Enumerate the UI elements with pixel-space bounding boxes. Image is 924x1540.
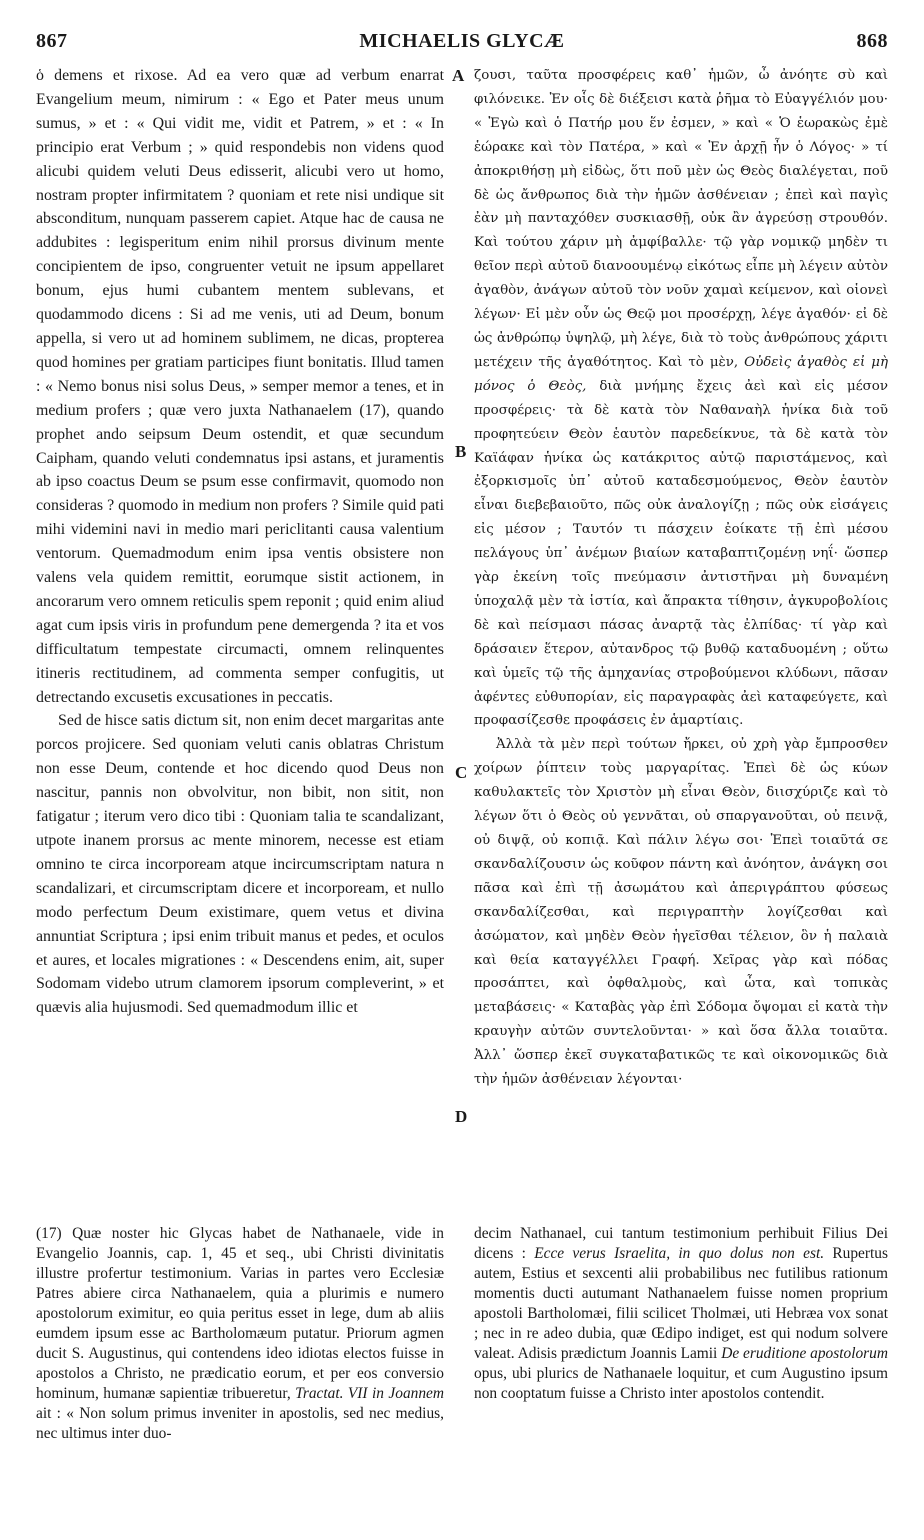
greek-italic-quote: Οὐδεὶς ἀγαθὸς εἰ μὴ μόνος ὁ Θεὸς, (474, 354, 888, 394)
note-italic-title: De eruditione apostolorum (721, 1345, 888, 1362)
latin-paragraph-1: ὁ demens et rixose. Ad ea vero quæ ad verbum enarrat Evangelium meum, nimirum : « Ego et Pater meus unum sumus, » et : « Qui vidit me, vidit et Patrem, » et : « In principio erat Verbum ; » quid respondebis non videns quod alicubi quidem veluti Deus edisserit, alicubi vero ut homo, nostram propter infirmitatem ? quoniam et rete nisi undique sit absconditum, nunquam passerem capiet. Atque hac de causa ne addubites : legisperitum enim nihil prorsus divinum mente concipientem de ipso, congruenter vetuit ne ipsum appellaret bonum, ejus humi cubantem mentem sublevans, et quodammodo dicens : Si ad me venis, uti ad Deum, bonum appella, si vero ut ad hominem sublimem, ne dicas, propterea quod homines per gratiam participes fiunt bonitatis. Illud tamen : « Nemo bonus nisi solus Deus, » semper memor a tenes, et in medium profers ; quæ vero juxta Nathanaelem (17), quando prophet ando seipsum Deum ostendit, et quæ secundum Caipham, quando veluti condemnatus ipsi astans, et juramentis ab ipso coactus Deum se psum esse confirmavit, quomodo non consideras ? quomodo in medium non profers ? Simile quid pati mihi videmini navi in medio mari periclitanti causa valentium ventorum. Quemadmodum enim ipsa ventis obsistere non valens vela quidem remittit, eorumque sistit actionem, in ancorarum vero omnem reticulis spem reponit ; quid enim aliud agat cum ipsis viris in profundum pene demergenda ? ita et vos difficultatum tempestate circumacti, omnem relinquentes itineris rectitudinem, ad commenta semper confugitis, ut detrectando excusetis excusationes in peccatis. (36, 67, 444, 706)
footnote-17 (36, 1224, 444, 1444)
page-header (0, 8, 924, 52)
greek-text-cont: διὰ μνήμης ἔχεις ἀεὶ καὶ εἰς μέσον προσφέρεις· τὰ δὲ κατὰ τὸν Ναθαναὴλ ἡνίκα διὰ τοῦ προφητεύειν Θεὸν ἑαυτὸν παρεδείκνυε, τὰ δὲ κατὰ τὸν Καϊάφαν ἡνίκα ὡς κατάκριτος αὐτῷ παριστάμενος, καὶ ἐξορκισμοῖς ὑπ᾽ αὐτοῦ καταδεσμούμενος, Θεὸν ἑαυτὸν εἶναι διεβεβαιοῦτο, πῶς οὐκ ἀναλογίζῃ ; πῶς οὐκ εἰσάγεις εἰς μέσον ; Ταυτόν τι πάσχειν ἐοίκατε τῇ ἐπὶ μέσου πελάγους ὑπ᾽ ἀνέμων βιαίων καταβαπτιζομένῃ νηΐ· ὥσπερ γὰρ ἐκείνη τοῖς πνεύμασιν ἀντιστῆναι μὴ δυναμένη ὑποχαλᾷ μὲν τὰ ἱστία, καὶ ἄπρακτα τίθησιν, ἀγκυροβολίοις δὲ καὶ πείσμασι πάσας ἀναρτᾷ τὰς ἐλπίδας· τί γὰρ καὶ δράσαιεν ἕτερον, αὐτανδρος τῷ βυθῷ καταδυομένη ; οὕτω καὶ ὑμεῖς τῷ τῆς ἀμηχανίας στροβούμενοι κλύδωνι, πᾶσαν ἀφέντες εὐθυπορίαν, εἰς παραγραφὰς ἀεὶ καταφεύγετε, καὶ προφασίζεσθε προφάσεις ἐν ἁμαρτίαις. (474, 378, 888, 729)
latin-paragraph-2: Sed de hisce satis dictum sit, non enim decet margaritas ante porcos projicere. Sed quoniam veluti canis oblatras Christum non esse Deum, contende et hoc dicendo quod Deus non nascitur, pannis non obvolvitur, non bibit, non sitit, non fatigatur ; iterum vero dico tibi : Quoniam talia te scandalizant, utpote inanem prorsus ac mente minorem, necesse est etiam omnino te circa incorpoream atque incircumscriptam natura n scandalizari, et circumscriptam dicere et incorpoream, et nullo modo perfectum Deum existimare, quem vetus et divina annuntiat Scriptura ; ipsi enim tribuit manus et pedes, et oculos et aures, et locales migrationes : « Descendens enim, ait, super Sodomam videbo utrum clamorem ipsorum compleverint, » et quævis alia hujusmodi. Sed quemadmodum illic et (36, 712, 444, 1017)
note-text: (17) Quæ noster hic Glycas habet de Nathanaele, vide in Evangelio Joannis, cap. 1, 45 et seq., ubi Christi divinitatis illustre profertur testimonium. Varias in partes vero Ecclesiæ Patres abiere circa Nathanaelem, quia a plurimis e numero apostolorum eximitur, eo quia peritus esset in lege, dum ab aliis eumdem ipsum esse ac Bartholomæum putatur. Priorum agmen ducit S. Augustinus, qui contendens ideo idiotas electos fuisse in apostolos a Christo, ne prædicatio eorum, et per eos conversio hominum, humanæ sapientiæ tribueretur, (36, 1225, 444, 1402)
footnote-left (36, 1224, 444, 1444)
note-text: decim Nathanael, cui tantum testimonium perhibuit Filius Dei dicens : (474, 1225, 888, 1262)
page-number-left: 867 (36, 30, 68, 52)
note-text-cont: Rupertus autem, Estius et sexcenti alii probabilibus nec futilibus rationum momentis ducti autumant Nathanaelem fuisse nomen proprium apostoli Bartholomæi, filii scilicet Tholmæi, uti Hebræa vox sonat ; nec in re adeo dubia, quæ Œdipo indiget, est qui nodum solvere valeat. Adisis prædictum Joannis Lamii (474, 1245, 888, 1362)
note-text-cont: ait : « Non solum primus inveniter in apostolis, sed nec medius, nec ultimus inter duo- (36, 1405, 444, 1442)
margin-letter-c: C (455, 763, 468, 782)
footnote-right (474, 1224, 888, 1404)
running-title: MICHAELIS GLYCÆ (359, 30, 565, 52)
margin-letter-a: A (452, 66, 465, 85)
greek-column (474, 64, 888, 1092)
greek-paragraph-1 (474, 64, 888, 733)
note-italic: Tractat. VII in Joannem (295, 1385, 444, 1402)
latin-column (36, 64, 444, 1020)
margin-letter-b: B (455, 442, 467, 461)
note-text-end: opus, ubi plurics de Nathanaele loquitur, et cum Augustino ipsum non cooptatum fuisse a Christo inter apostolos contendit. (474, 1365, 888, 1402)
margin-letter-d: D (455, 1107, 468, 1126)
greek-paragraph-2: Ἀλλὰ τὰ μὲν περὶ τούτων ἤρκει, οὐ χρὴ γὰρ ἔμπροσθεν χοίρων ῥίπτειν τοὺς μαργαρίτας. Ἐπεὶ δὲ ὡς κύων καθυλακτεῖς τὸν Χριστὸν μὴ εἶναι Θεὸν, διισχύριζε καὶ τὸ λέγων ὅτι ὁ Θεὸς οὐ γεννᾶται, οὐ σπαργανοῦται, οὐ πεινᾷ, οὐ διψᾷ, οὐ κοπιᾷ. Καὶ πάλιν λέγω σοι· Ἐπεὶ τοιαῦτά σε σκανδαλίζουσιν ὡς κοῦφον πάντη καὶ ἀνόητον, ἀνάγκη σοι πᾶσα καὶ ἐπὶ τῇ ἀσωμάτου καὶ ἀπεριγράπτου φύσεως σκανδαλίζεσθαι, καὶ περιγραπτὴν λογίζεσθαι καὶ ἀσώματον, καὶ μηδὲν Θεὸν ἡγεῖσθαι τέλειον, ὃν ἡ παλαιὰ καὶ θεία καταγγέλλει Γραφή. Χεῖρας γὰρ καὶ πόδας προσάπτει, καὶ ὀφθαλμοὺς, καὶ ὦτα, καὶ τοπικὰς μεταβάσεις· « Καταβὰς γὰρ ἐπὶ Σόδομα ὄψομαι εἰ κατὰ τὴν κραυγὴν αὐτῶν συντελοῦνται· » καὶ ὅσα ἄλλα τοιαῦτα. Ἀλλ᾽ ὥσπερ ἐκεῖ συγκαταβατικῶς τε καὶ οἰκονομικῶς διὰ τὴν ἡμῶν ἀσθένειαν λέγονται· (474, 737, 888, 1088)
note-italic: Ecce verus Israelita, in quo dolus non est. (534, 1245, 825, 1262)
footnote-17-cont (474, 1224, 888, 1404)
page-number-right: 868 (856, 30, 888, 52)
greek-text: ζουσι, ταῦτα προσφέρεις καθ᾽ ἡμῶν, ὦ ἀνόητε σὺ καὶ φιλόνεικε. Ἐν οἷς δὲ διέξεισι κατὰ ῥῆμα τὸ Εὐαγγέλιόν μου· « Ἐγὼ καὶ ὁ Πατήρ μου ἕν ἐσμεν, » καὶ « Ὁ ἑωρακὼς ἐμὲ ἑώρακε καὶ τὸν Πατέρα, » καὶ « Ἐν ἀρχῇ ἦν ὁ Λόγος· » τί ἀποκριθήσῃ μὴ εἰδὼς, ὅτι ποῦ μὲν ὡς Θεὸς διαλέγεται, ποῦ δὲ ὡς ἄνθρωπος διὰ τὴν ἡμῶν ἀσθένειαν ; ἐπεὶ καὶ παγὶς ἐὰν μὴ πανταχόθεν συσκιασθῇ, οὐκ ἂν ἀγρεύσῃ στρουθόν. Καὶ τούτου χάριν μὴ ἀμφίβαλλε· τῷ γὰρ νομικῷ μηδὲν τι θεῖον περὶ αὐτοῦ διανοουμένῳ εἰκότως εἶπε μὴ λέγειν αὐτὸν ἀγαθὸν, ἀνάγων αὐτοῦ τὸν νοῦν χαμαὶ κείμενον, καὶ οἱονεὶ λέγων· Εἰ μὲν οὖν ὡς Θεῷ μοι προσέρχῃ, λέγε ἀγαθόν· εἰ δὲ ὡς ἀνθρώπῳ ὑψηλῷ, μὴ λέγε, διὰ τὸ τοὺς ἀνθρώπους χάριτι μετέχειν τῆς ἀγαθότητος. Καὶ τὸ μὲν, (474, 68, 888, 370)
